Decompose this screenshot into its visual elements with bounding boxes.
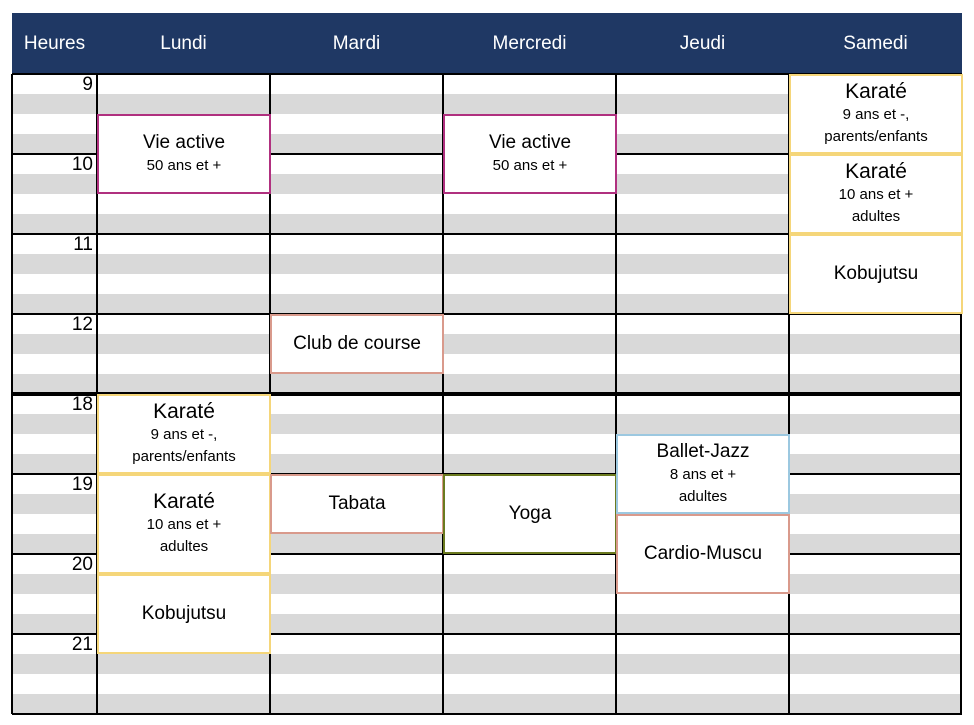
event-block[interactable]	[270, 474, 444, 534]
header-mercredi: Mercredi	[443, 13, 616, 74]
event-title: Ballet-Jazz	[656, 441, 750, 462]
event-block[interactable]	[97, 394, 271, 474]
event-title: Yoga	[508, 503, 552, 524]
event-subtitle: 10 ans et +	[838, 186, 914, 203]
hour-label: 11	[73, 234, 93, 255]
event-block[interactable]	[443, 474, 617, 554]
hour-label: 19	[71, 474, 93, 495]
event-subtitle: 9 ans et -,	[842, 106, 910, 123]
event-title: Tabata	[328, 493, 386, 514]
event-block[interactable]	[789, 234, 963, 314]
hour-label: 9	[82, 74, 93, 95]
event-block[interactable]	[97, 114, 271, 194]
hour-label: 12	[71, 314, 93, 335]
event-block[interactable]	[789, 74, 963, 154]
header-jeudi: Jeudi	[616, 13, 789, 74]
event-block[interactable]	[789, 154, 963, 234]
event-title: Karaté	[153, 400, 215, 423]
header-samedi: Samedi	[789, 13, 962, 74]
header-mardi: Mardi	[270, 13, 443, 74]
header-lundi: Lundi	[97, 13, 270, 74]
event-title: Kobujutsu	[833, 263, 919, 284]
row-stripe	[12, 694, 962, 714]
event-block[interactable]	[443, 114, 617, 194]
event-subtitle: adultes	[159, 538, 209, 555]
event-title: Karaté	[845, 160, 907, 183]
event-block[interactable]	[616, 514, 790, 594]
event-title: Vie active	[142, 132, 226, 153]
event-subtitle: parents/enfants	[132, 448, 236, 465]
event-subtitle: 8 ans et +	[669, 466, 737, 483]
event-block[interactable]	[616, 434, 790, 514]
event-title: Club de course	[293, 333, 421, 354]
hour-label: 10	[71, 154, 93, 175]
event-subtitle: adultes	[851, 208, 901, 225]
event-subtitle: parents/enfants	[824, 128, 928, 145]
header-hours: Heures	[12, 13, 97, 74]
row-stripe	[12, 654, 962, 674]
event-block[interactable]	[97, 574, 271, 654]
event-subtitle: 10 ans et +	[146, 516, 222, 533]
event-title: Vie active	[488, 132, 572, 153]
event-title: Karaté	[153, 490, 215, 513]
event-subtitle: 9 ans et -,	[150, 426, 218, 443]
event-block[interactable]	[270, 314, 444, 374]
event-subtitle: adultes	[678, 488, 728, 505]
hour-label: 20	[71, 554, 93, 575]
event-title: Kobujutsu	[141, 603, 227, 624]
event-subtitle: 50 ans et +	[146, 157, 222, 174]
event-title: Karaté	[845, 80, 907, 103]
row-stripe	[12, 374, 962, 394]
event-subtitle: 50 ans et +	[492, 157, 568, 174]
row-stripe	[12, 334, 962, 354]
hour-label: 21	[71, 634, 93, 655]
event-block[interactable]	[97, 474, 271, 574]
hour-line	[12, 713, 962, 715]
hour-label: 18	[71, 394, 93, 415]
event-title: Cardio-Muscu	[643, 543, 763, 564]
